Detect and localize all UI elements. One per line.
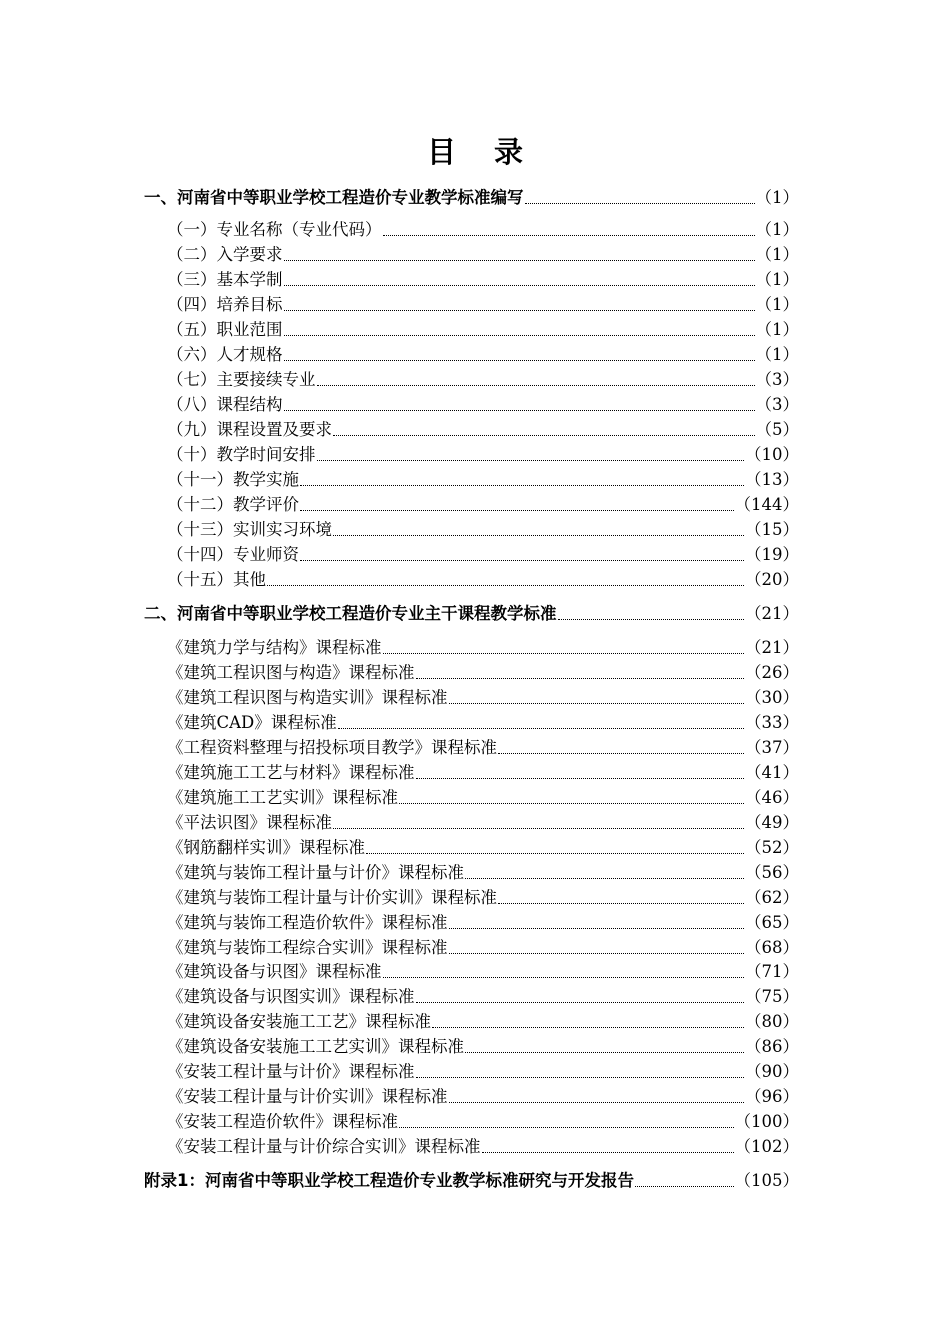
dot-leader bbox=[383, 976, 745, 978]
toc-subsection-entry[interactable] bbox=[167, 911, 799, 935]
toc-page-number: （52） bbox=[745, 838, 799, 857]
toc-subsection-entry[interactable] bbox=[167, 1085, 799, 1109]
toc-entry-label: 《建筑与装饰工程计量与计价》课程标准 bbox=[167, 863, 464, 882]
toc-entry-label: （十一）教学实施 bbox=[167, 470, 299, 489]
dot-leader bbox=[449, 952, 745, 954]
toc-page-number: （71） bbox=[745, 962, 799, 981]
toc-entry-label: 《建筑与装饰工程造价软件》课程标准 bbox=[167, 913, 448, 932]
dot-leader bbox=[525, 202, 755, 204]
toc-page-number: （37） bbox=[745, 738, 799, 757]
dot-leader bbox=[399, 1126, 734, 1128]
toc-entry-label: 《建筑设备安装施工工艺》课程标准 bbox=[167, 1012, 431, 1031]
toc-title: 目 录 bbox=[426, 135, 538, 169]
toc-entry-label: （七）主要接续专业 bbox=[167, 370, 316, 389]
dot-leader bbox=[465, 877, 744, 879]
toc-subsection-entry[interactable] bbox=[167, 836, 799, 860]
toc-subsection-entry[interactable] bbox=[167, 886, 799, 910]
dot-leader bbox=[333, 534, 744, 536]
toc-subsection-entry[interactable] bbox=[167, 343, 799, 367]
toc-page-number: （21） bbox=[745, 638, 799, 657]
toc-page-number: （1） bbox=[755, 345, 799, 364]
toc-entry-label: 《建筑设备与识图实训》课程标准 bbox=[167, 987, 415, 1006]
dot-leader bbox=[449, 927, 745, 929]
toc-subsection-entry[interactable] bbox=[167, 811, 799, 835]
toc-entry-label: （八）课程结构 bbox=[167, 395, 283, 414]
toc-page-number: （21） bbox=[745, 604, 799, 623]
toc-page-number: （75） bbox=[745, 987, 799, 1006]
toc-section-entry[interactable] bbox=[144, 1169, 799, 1193]
toc-page-number: （90） bbox=[745, 1062, 799, 1081]
dot-leader bbox=[284, 309, 755, 311]
toc-entry-label: 《建筑与装饰工程综合实训》课程标准 bbox=[167, 938, 448, 957]
toc-entry-label: 附录1：河南省中等职业学校工程造价专业教学标准研究与开发报告 bbox=[144, 1171, 634, 1190]
toc-page-number: （1） bbox=[755, 270, 799, 289]
toc-subsection-entry[interactable] bbox=[167, 568, 799, 592]
toc-page-number: （3） bbox=[755, 395, 799, 414]
dot-leader bbox=[482, 1151, 734, 1153]
toc-page-number: （41） bbox=[745, 763, 799, 782]
toc-entry-label: （十二）教学评价 bbox=[167, 495, 299, 514]
toc-page-number: （65） bbox=[745, 913, 799, 932]
toc-subsection-entry[interactable] bbox=[167, 1010, 799, 1034]
toc-subsection-entry[interactable] bbox=[167, 218, 799, 242]
dot-leader bbox=[449, 702, 745, 704]
dot-leader bbox=[399, 802, 744, 804]
toc-section-entry[interactable] bbox=[144, 186, 799, 210]
toc-subsection-entry[interactable] bbox=[167, 368, 799, 392]
toc-subsection-entry[interactable] bbox=[167, 418, 799, 442]
toc-subsection-entry[interactable] bbox=[167, 268, 799, 292]
dot-leader bbox=[498, 902, 744, 904]
dot-leader bbox=[284, 409, 755, 411]
toc-subsection-entry[interactable] bbox=[167, 985, 799, 1009]
toc-page-number: （33） bbox=[745, 713, 799, 732]
toc-page-number: （1） bbox=[755, 320, 799, 339]
toc-subsection-entry[interactable] bbox=[167, 493, 799, 517]
dot-leader bbox=[317, 459, 745, 461]
dot-leader bbox=[300, 484, 744, 486]
toc-subsection-entry[interactable] bbox=[167, 736, 799, 760]
dot-leader bbox=[558, 618, 745, 620]
toc-page-number: （102） bbox=[734, 1137, 799, 1156]
toc-page-number: （1） bbox=[755, 295, 799, 314]
toc-entry-label: 《建筑施工工艺实训》课程标准 bbox=[167, 788, 398, 807]
toc-subsection-entry[interactable] bbox=[167, 936, 799, 960]
toc-page-number: （5） bbox=[755, 420, 799, 439]
toc-page-number: （10） bbox=[745, 445, 799, 464]
toc-page-number: （3） bbox=[755, 370, 799, 389]
toc-entry-label: （十五）其他 bbox=[167, 570, 266, 589]
toc-page-number: （100） bbox=[734, 1112, 799, 1131]
toc-subsection-entry[interactable] bbox=[167, 786, 799, 810]
toc-entry-label: 《建筑力学与结构》课程标准 bbox=[167, 638, 382, 657]
toc-entry-label: （十）教学时间安排 bbox=[167, 445, 316, 464]
toc-entry-label: 《建筑工程识图与构造》课程标准 bbox=[167, 663, 415, 682]
dot-leader bbox=[300, 559, 744, 561]
dot-leader bbox=[284, 284, 755, 286]
toc-entry-label: 《建筑工程识图与构造实训》课程标准 bbox=[167, 688, 448, 707]
toc-page-number: （105） bbox=[734, 1171, 799, 1190]
toc-page-number: （144） bbox=[734, 495, 799, 514]
dot-leader bbox=[284, 359, 755, 361]
toc-entry-label: 《建筑施工工艺与材料》课程标准 bbox=[167, 763, 415, 782]
toc-entry-label: 《安装工程造价软件》课程标准 bbox=[167, 1112, 398, 1131]
toc-subsection-entry[interactable] bbox=[167, 443, 799, 467]
toc-entry-label: 《工程资料整理与招投标项目教学》课程标准 bbox=[167, 738, 497, 757]
toc-entry-label: （二）入学要求 bbox=[167, 245, 283, 264]
dot-leader bbox=[465, 1051, 744, 1053]
toc-subsection-entry[interactable] bbox=[167, 861, 799, 885]
toc-subsection-entry[interactable] bbox=[167, 293, 799, 317]
dot-leader bbox=[267, 584, 744, 586]
toc-subsection-entry[interactable] bbox=[167, 1110, 799, 1134]
toc-entry-label: 《安装工程计量与计价》课程标准 bbox=[167, 1062, 415, 1081]
dot-leader bbox=[416, 677, 745, 679]
dot-leader bbox=[300, 509, 734, 511]
toc-subsection-entry[interactable] bbox=[167, 711, 799, 735]
toc-page-number: （68） bbox=[745, 938, 799, 957]
dot-leader bbox=[498, 752, 744, 754]
toc-subsection-entry[interactable] bbox=[167, 636, 799, 660]
toc-page-number: （80） bbox=[745, 1012, 799, 1031]
toc-page-number: （20） bbox=[745, 570, 799, 589]
dot-leader bbox=[416, 777, 745, 779]
toc-entry-label: （四）培养目标 bbox=[167, 295, 283, 314]
toc-entry-label: （十四）专业师资 bbox=[167, 545, 299, 564]
toc-entry-label: 《平法识图》课程标准 bbox=[167, 813, 332, 832]
toc-page-number: （62） bbox=[745, 888, 799, 907]
dot-leader bbox=[383, 652, 745, 654]
toc-subsection-entry[interactable] bbox=[167, 1035, 799, 1059]
toc-entry-label: （六）人才规格 bbox=[167, 345, 283, 364]
toc-page-number: （1） bbox=[755, 220, 799, 239]
toc-entry-label: 一、河南省中等职业学校工程造价专业教学标准编写 bbox=[144, 188, 524, 207]
toc-subsection-entry[interactable] bbox=[167, 543, 799, 567]
toc-entry-label: 《建筑设备与识图》课程标准 bbox=[167, 962, 382, 981]
toc-entry-label: 《建筑CAD》课程标准 bbox=[167, 713, 337, 732]
toc-section-entry[interactable] bbox=[144, 602, 799, 626]
toc-entry-label: 《建筑设备安装施工工艺实训》课程标准 bbox=[167, 1037, 464, 1056]
toc-page-number: （13） bbox=[745, 470, 799, 489]
toc-subsection-entry[interactable] bbox=[167, 1135, 799, 1159]
dot-leader bbox=[284, 334, 755, 336]
toc-entry-label: （五）职业范围 bbox=[167, 320, 283, 339]
dot-leader bbox=[284, 259, 755, 261]
dot-leader bbox=[338, 727, 744, 729]
toc-page-number: （1） bbox=[755, 188, 799, 207]
toc-entry-label: 二、河南省中等职业学校工程造价专业主干课程教学标准 bbox=[144, 604, 557, 623]
dot-leader bbox=[383, 234, 755, 236]
toc-subsection-entry[interactable] bbox=[167, 761, 799, 785]
toc-page-number: （56） bbox=[745, 863, 799, 882]
toc-page-number: （96） bbox=[745, 1087, 799, 1106]
toc-entry-label: （十三）实训实习环境 bbox=[167, 520, 332, 539]
toc-entry-label: 《钢筋翻样实训》课程标准 bbox=[167, 838, 365, 857]
toc-subsection-entry[interactable] bbox=[167, 960, 799, 984]
toc-page-number: （30） bbox=[745, 688, 799, 707]
toc-subsection-entry[interactable] bbox=[167, 518, 799, 542]
toc-page-number: （26） bbox=[745, 663, 799, 682]
toc-subsection-entry[interactable] bbox=[167, 1060, 799, 1084]
dot-leader bbox=[317, 384, 755, 386]
toc-entry-label: （三）基本学制 bbox=[167, 270, 283, 289]
toc-page-number: （1） bbox=[755, 245, 799, 264]
toc-page-number: （19） bbox=[745, 545, 799, 564]
dot-leader bbox=[635, 1185, 734, 1187]
dot-leader bbox=[333, 434, 755, 436]
toc-subsection-entry[interactable] bbox=[167, 468, 799, 492]
toc-entry-label: （一）专业名称（专业代码） bbox=[167, 220, 382, 239]
toc-page-number: （86） bbox=[745, 1037, 799, 1056]
dot-leader bbox=[432, 1026, 744, 1028]
toc-subsection-entry[interactable] bbox=[167, 393, 799, 417]
toc-entry-label: （九）课程设置及要求 bbox=[167, 420, 332, 439]
dot-leader bbox=[416, 1001, 745, 1003]
toc-entry-label: 《安装工程计量与计价综合实训》课程标准 bbox=[167, 1137, 481, 1156]
toc-subsection-entry[interactable] bbox=[167, 318, 799, 342]
toc-page-number: （49） bbox=[745, 813, 799, 832]
toc-page-number: （15） bbox=[745, 520, 799, 539]
toc-subsection-entry[interactable] bbox=[167, 243, 799, 267]
dot-leader bbox=[449, 1101, 745, 1103]
toc-subsection-entry[interactable] bbox=[167, 661, 799, 685]
toc-entry-label: 《建筑与装饰工程计量与计价实训》课程标准 bbox=[167, 888, 497, 907]
toc-entry-label: 《安装工程计量与计价实训》课程标准 bbox=[167, 1087, 448, 1106]
dot-leader bbox=[416, 1076, 745, 1078]
toc-subsection-entry[interactable] bbox=[167, 686, 799, 710]
dot-leader bbox=[366, 852, 744, 854]
dot-leader bbox=[333, 827, 744, 829]
toc-page-number: （46） bbox=[745, 788, 799, 807]
